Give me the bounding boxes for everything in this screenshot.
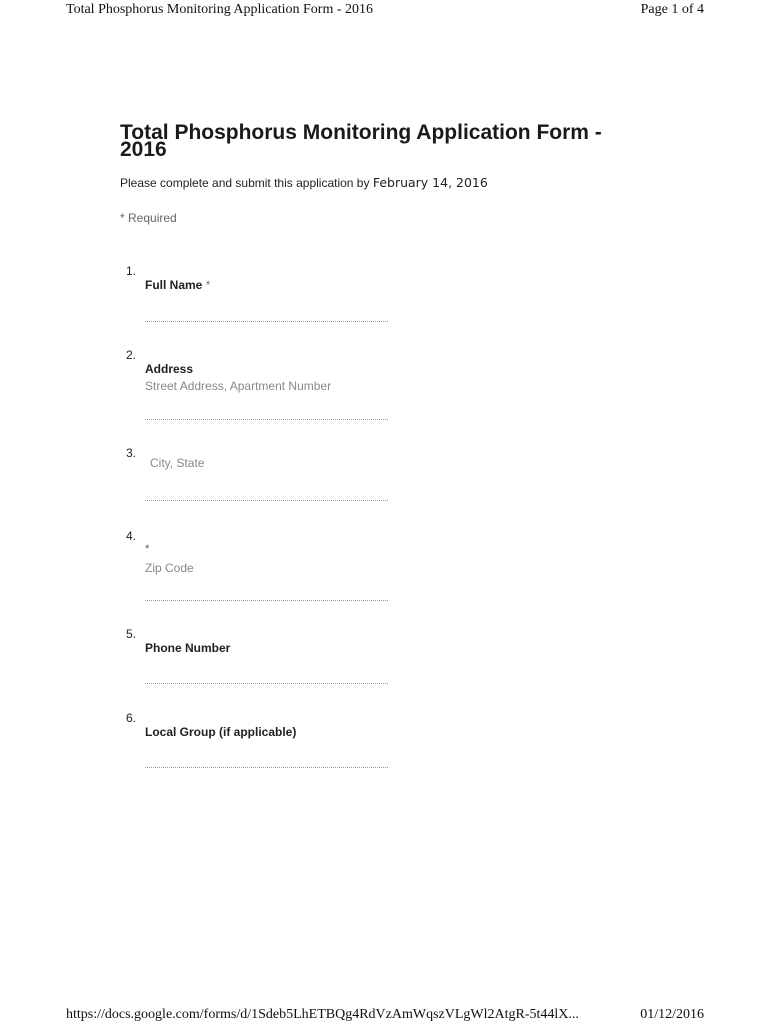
question-label: Address	[145, 362, 194, 376]
form-title: Total Phosphorus Monitoring Application Form - 2016	[120, 121, 602, 161]
question-label-text: Full Name	[145, 278, 203, 292]
question-label	[145, 278, 210, 292]
form-description-text: Please complete and submit this application by	[120, 176, 373, 190]
phone-number-field[interactable]	[145, 675, 388, 684]
deadline-date: February 14, 2016	[372, 175, 488, 190]
required-asterisk: *	[145, 543, 150, 555]
question-number: 4.	[126, 529, 137, 543]
page-number: Page 1 of 4	[640, 2, 704, 17]
form-description	[120, 175, 488, 190]
question-help-text: Zip Code	[145, 561, 194, 575]
question-help-text: Street Address, Apartment Number	[145, 379, 332, 393]
question-number: 1.	[126, 264, 137, 278]
city-state-field[interactable]	[145, 492, 388, 501]
required-note: * Required	[120, 211, 177, 225]
zip-code-field[interactable]	[145, 592, 388, 601]
street-address-field[interactable]	[145, 411, 388, 420]
print-date: 01/12/2016	[640, 1007, 704, 1022]
print-header	[66, 2, 704, 18]
full-name-field[interactable]	[145, 313, 388, 322]
required-asterisk: *	[205, 278, 211, 292]
page-url: https://docs.google.com/forms/d/1Sdeb5LhETBQg4RdVzAmWqszVLgWl2AtgR-5t44lX...	[66, 1007, 579, 1022]
print-footer	[66, 1007, 704, 1023]
question-number: 2.	[126, 348, 137, 362]
question-number: 6.	[126, 711, 137, 725]
question-number: 5.	[126, 627, 137, 641]
question-help-text: City, State	[150, 456, 205, 470]
print-header-title: Total Phosphorus Monitoring Application Form - 2016	[66, 2, 374, 17]
question-label: Local Group (if applicable)	[145, 725, 297, 739]
question-number: 3.	[126, 446, 137, 460]
question-label: Phone Number	[145, 641, 231, 655]
local-group-field[interactable]	[145, 759, 388, 768]
